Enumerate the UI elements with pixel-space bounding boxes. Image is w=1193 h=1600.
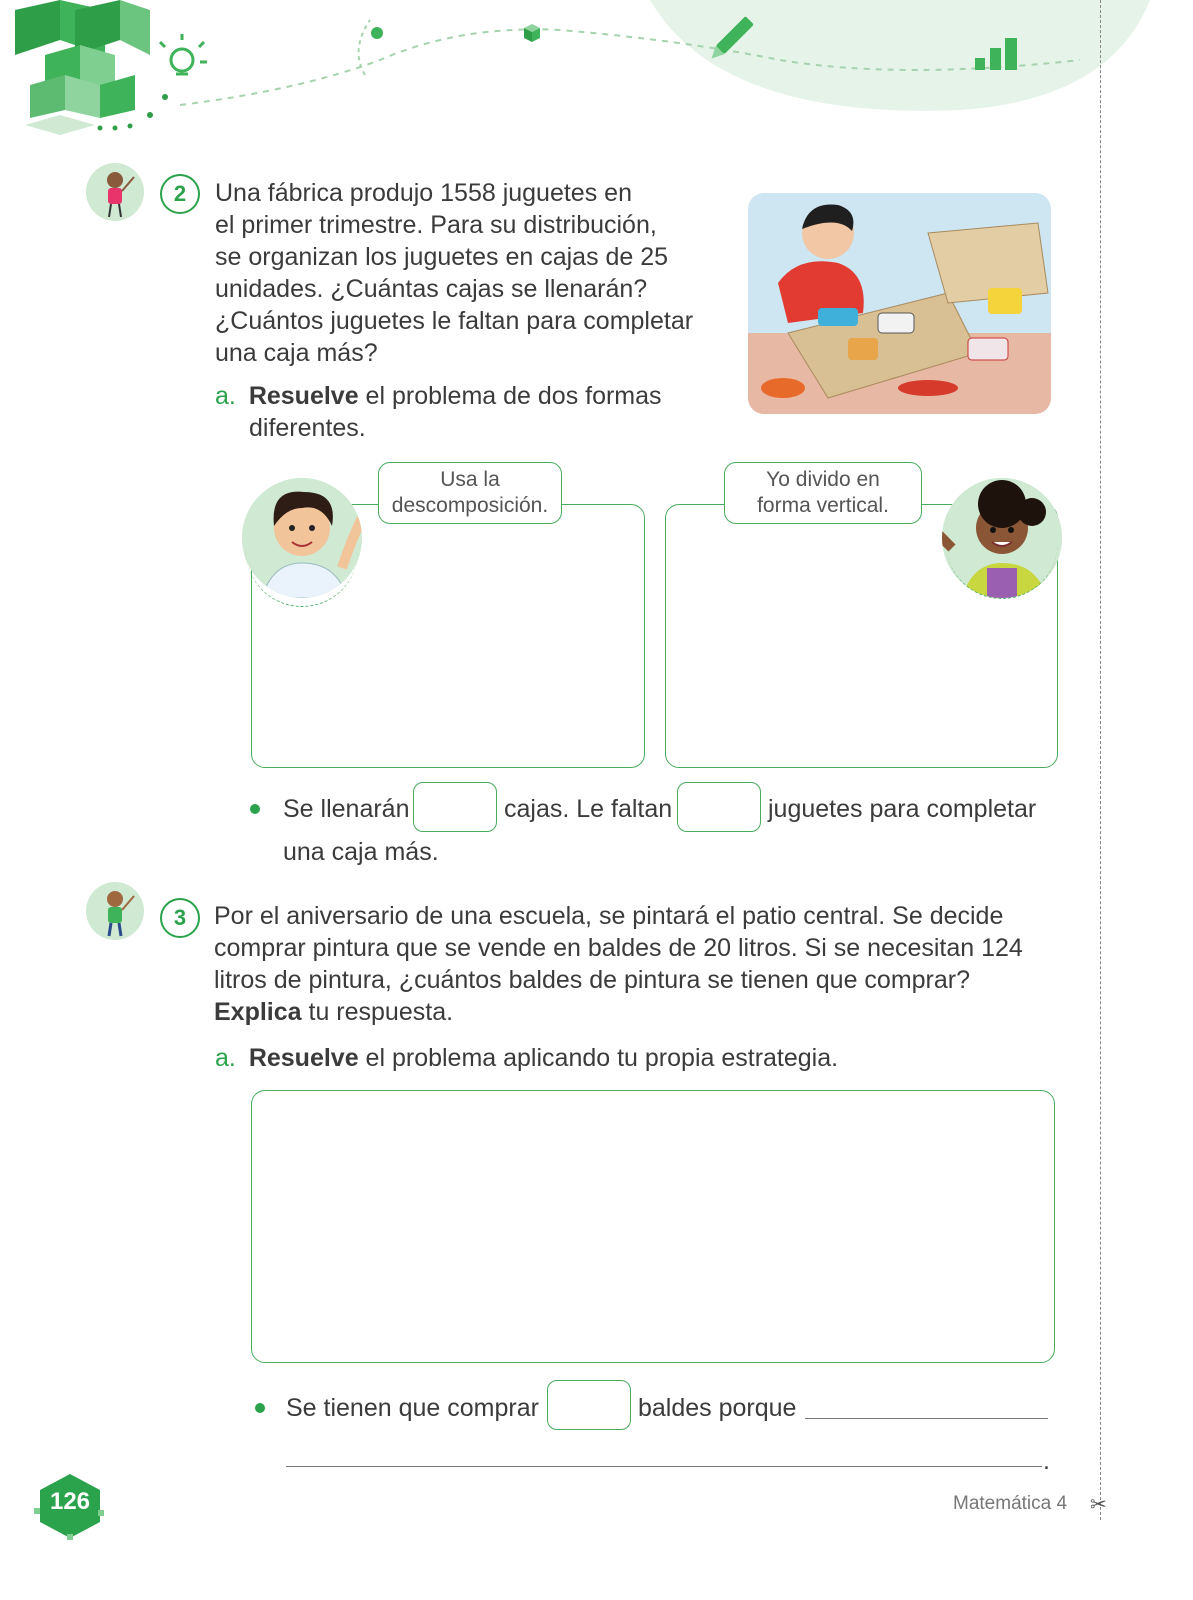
toys-illustration [748,193,1051,414]
lightbulb-icon [160,34,207,74]
q2-missing-toys-input[interactable] [677,782,761,832]
question-2-number: 2 [160,174,200,214]
question-2a-instruction [215,380,715,444]
q3-answer-part1: Se tienen que comprar [286,1394,539,1422]
q3-answer-part2: baldes porque [638,1394,797,1422]
header-illustration [0,0,1193,150]
q2-boxes-input[interactable] [413,782,497,832]
q2-answer-part4: una caja más. [283,838,439,866]
boy-small-icon [86,882,144,940]
q2-line: una caja más? [215,339,378,367]
cubes-icon [15,0,150,135]
question-3a-instruction [215,1042,1075,1074]
q3-answer-end: . [1043,1447,1050,1475]
q3-reason-line-1[interactable] [805,1418,1048,1419]
boy-small-avatar [86,882,144,940]
bubble-right-line1: Yo divido en [766,468,880,491]
bullet-icon [255,1403,265,1413]
q2-line: el primer trimestre. Para su distribución, [215,211,657,239]
cut-line [1100,0,1101,1520]
q3-reason-line-2[interactable] [286,1466,1042,1467]
question-3-text [214,900,1074,1028]
book-title: Matemática 4 [953,1493,1068,1514]
question-2-text [215,177,715,369]
q3-explain-bold: Explica [214,998,302,1026]
bullet-icon [250,804,260,814]
q2a-rest-line2: diferentes. [249,414,366,442]
page-number: 126 [49,1488,91,1515]
bubble-right-line2: forma vertical. [757,494,889,517]
q3-buckets-input[interactable] [547,1380,631,1430]
q3-line: Por el aniversario de una escuela, se pintará el patio central. Se decide [214,902,1004,930]
q2-answer-part2: cajas. Le faltan [504,795,673,823]
page-number-badge [34,1472,106,1542]
speech-bubble-right [724,462,922,524]
girl-icon [86,163,144,221]
answer-box-own-strategy[interactable] [251,1090,1055,1363]
q3-line: litros de pintura, ¿cuántos baldes de pintura se tienen que comprar? [214,966,971,994]
q2-line: unidades. ¿Cuántas cajas se llenarán? [215,275,648,303]
q3-line: comprar pintura que se vende en baldes de 20 litros. Si se necesitan 124 [214,934,1023,962]
q3a-bold: Resuelve [248,1044,359,1072]
q2a-label: a. [215,382,236,410]
q2-line: Una fábrica produjo 1558 juguetes en [215,179,632,207]
q3a-label: a. [215,1044,236,1072]
speech-bubble-left [378,462,562,524]
q2-answer-part3: juguetes para completar [768,795,1037,823]
question-3-number: 3 [160,898,200,938]
q2a-rest: el problema de dos formas [358,382,662,410]
q2-answer-part1: Se llenarán [283,795,410,823]
toy-factory-image [748,193,1051,414]
bubble-left-line1: Usa la [440,468,500,491]
scissors-icon: ✂ [1090,1494,1107,1516]
q3a-rest: el problema aplicando tu propia estrategia. [358,1044,839,1072]
q2a-bold: Resuelve [248,382,359,410]
girl-avatar [86,163,144,221]
q3-explain-rest: tu respuesta. [301,998,454,1026]
q2-line: ¿Cuántos juguetes le faltan para completar [215,307,694,335]
q2-line: se organizan los juguetes en cajas de 25 [215,243,669,271]
small-cube-icon [524,24,540,42]
header-decoration [0,0,1193,150]
bubble-left-line2: descomposición. [391,494,549,517]
